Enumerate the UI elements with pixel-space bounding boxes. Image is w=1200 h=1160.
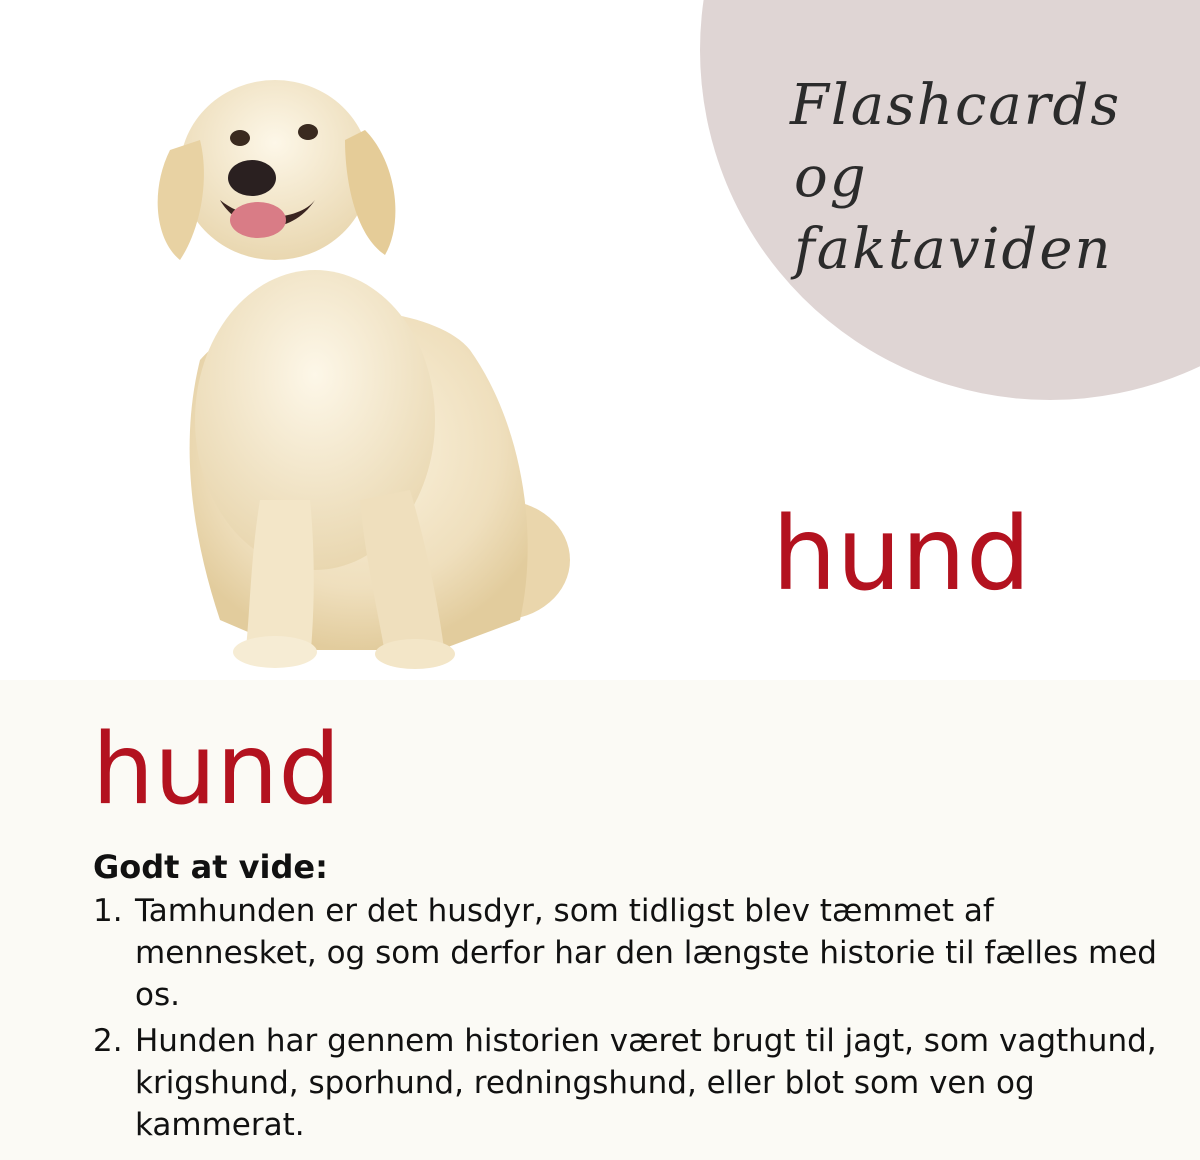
brand-line-2: og faktaviden: [794, 145, 1113, 282]
fact-number: 2.: [93, 1023, 123, 1059]
brand-title: [790, 70, 1170, 286]
facts-list: [93, 890, 1173, 1150]
list-item: [93, 890, 1173, 1016]
card-word-front: hund: [772, 495, 1031, 614]
list-item: [93, 1020, 1173, 1146]
fact-text: Tamhunden er det husdyr, som tidligst blev tæmmet af mennesket, og som derfor har den længste historie til fælles med os.: [135, 893, 1157, 1013]
brand-line-1: Flashcards: [790, 73, 1122, 138]
dog-image: [140, 60, 580, 670]
good-to-know-heading: Godt at vide:: [93, 848, 328, 886]
card-back: [0, 680, 1200, 1160]
fact-number: 1.: [93, 893, 123, 929]
fact-text: Hunden har gennem historien været brugt til jagt, som vagthund, krigshund, sporhund, redningshund, eller blot som ven og kammerat.: [135, 1023, 1157, 1143]
card-word-back: hund: [92, 713, 341, 827]
